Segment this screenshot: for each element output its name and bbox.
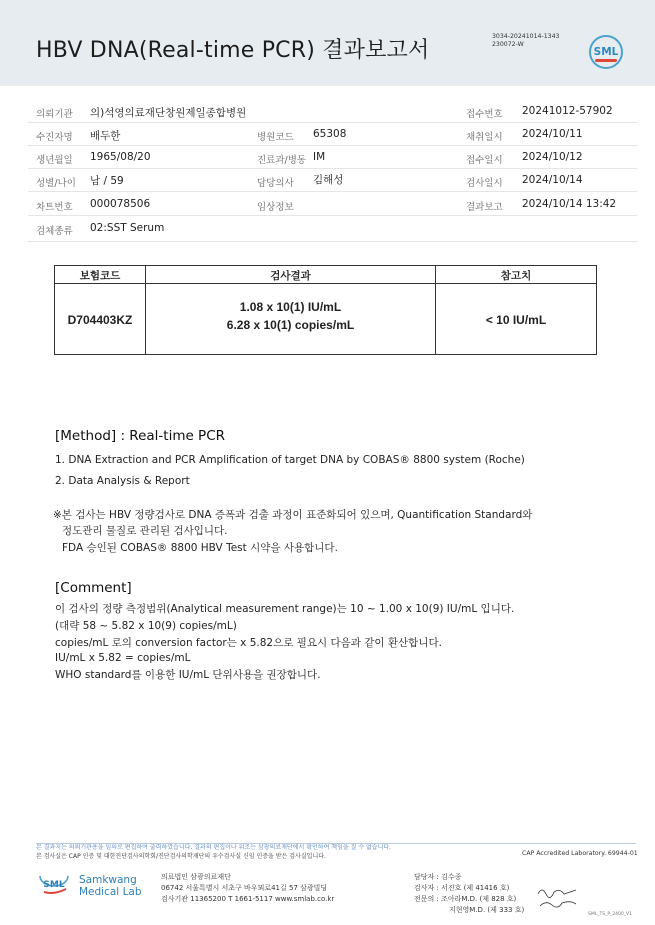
form-code: SML_TS_P_2400_V1 [588, 912, 632, 917]
reference-value: < 10 IU/mL [485, 313, 547, 327]
doctor-value: 김해성 [313, 174, 344, 186]
institution-label: 의뢰기관 [36, 109, 73, 120]
patient-label: 수진자명 [36, 132, 73, 143]
footer-divider [36, 843, 636, 844]
test-date-label: 검사일시 [466, 178, 503, 189]
receipt-no-value: 20241012-57902 [522, 105, 613, 117]
comment-line-5: WHO standard를 이용한 IU/mL 단위사용을 권장합니다. [55, 669, 321, 681]
document-id [492, 33, 559, 49]
insurance-code-value: D704403KZ [67, 313, 133, 327]
dob-label: 생년월일 [36, 155, 73, 166]
clinical-info-label: 임상정보 [257, 202, 294, 213]
method-note-1: ※본 검사는 HBV 정량검사로 DNA 증폭과 검출 과정이 표준화되어 있으며, Quantification Standard와 [53, 509, 533, 521]
footer-staff-3: 전문의 : 조아라M.D. (제 828 호) [414, 895, 517, 903]
info-row-sex-age [28, 169, 637, 192]
comment-line-3: copies/mL 로의 conversion factor는 x 5.82으로 필요시 다음과 같이 환산합니다. [55, 637, 442, 649]
info-row-dob [28, 146, 637, 169]
comment-line-2: (대략 58 ~ 5.82 x 10(9) copies/mL) [55, 620, 237, 632]
footer-staff-2: 검사자 : 서진호 (제 41416 호) [414, 884, 510, 892]
doctor-label: 담당의사 [257, 178, 294, 189]
sml-logo-text: SML [593, 46, 619, 58]
report-date-value: 2024/10/14 13:42 [522, 198, 617, 210]
samkwang-logo-icon [36, 872, 72, 896]
institution-value: 의)석영의료재단창원제일종합병원 [90, 107, 247, 119]
receipt-no-label: 접수번호 [466, 109, 503, 120]
dept-label: 진료과/병동 [257, 155, 307, 166]
comment-line-4: IU/mL x 5.82 = copies/mL [55, 652, 191, 664]
info-row-institution [28, 100, 637, 123]
sml-logo [589, 35, 623, 69]
footer-notice-1: 본 결과지는 의뢰기관용을 임의로 편집하여 출력하였습니다. 결과의 편집이나 위조는 삼광의료재단에서 확인하여 책임을 질 수 없습니다. [36, 844, 392, 851]
footer-staff-4: 지현영M.D. (제 333 호) [449, 906, 525, 914]
sex-age-label: 성별/나이 [36, 178, 76, 189]
report-header [0, 0, 655, 86]
signature-icon [536, 882, 584, 910]
brand-name-line2: Medical Lab [79, 886, 142, 898]
sex-age-value: 남 / 59 [90, 175, 124, 187]
chart-no-value: 000078506 [90, 198, 151, 210]
specimen-value: 02:SST Serum [90, 222, 165, 234]
hospital-code-label: 병원코드 [257, 132, 294, 143]
report-date-label: 결과보고 [466, 202, 503, 213]
comment-heading: [Comment] [55, 580, 132, 596]
report-title: HBV DNA(Real-time PCR) 결과보고서 [36, 38, 430, 63]
brand-name [79, 874, 142, 898]
test-date-value: 2024/10/14 [522, 174, 583, 186]
cap-accreditation: CAP Accredited Laboratory. 69944-01 [522, 850, 638, 857]
result-value-copies: 6.28 x 10(1) copies/mL [226, 318, 355, 332]
logo-swoosh-icon [595, 59, 617, 62]
result-value-iu: 1.08 x 10(1) IU/mL [239, 300, 342, 314]
comment-line-1: 이 검사의 정량 측정범위(Analytical measurement range)는 10 ~ 1.00 x 10(9) IU/mL 입니다. [55, 603, 515, 615]
dob-value: 1965/08/20 [90, 151, 151, 163]
footer-notice-2: 본 검사실은 CAP 인증 및 대한진단검사의학회/진단검사의학재단의 우수검사실 신임 인증을 받은 검사실입니다. [36, 853, 326, 860]
collect-date-label: 채취일시 [466, 132, 503, 143]
patient-value: 배두한 [90, 130, 121, 142]
info-row-patient [28, 123, 637, 146]
footer-org: 의료법인 삼광의료재단 [161, 873, 231, 881]
collect-date-value: 2024/10/11 [522, 128, 583, 140]
col-reference: 참고치 [500, 270, 532, 282]
result-table [54, 265, 597, 355]
document-id-line2: 230072-W [492, 41, 524, 48]
method-step-1: 1. DNA Extraction and PCR Amplification of target DNA by COBAS® 8800 system (Roche) [55, 454, 525, 466]
dept-value: IM [313, 151, 326, 163]
hospital-code-value: 65308 [313, 128, 347, 140]
samkwang-logo [36, 872, 72, 896]
chart-no-label: 차트번호 [36, 202, 73, 213]
method-step-2: 2. Data Analysis & Report [55, 475, 190, 487]
footer-contact: 검사기관 11365200 T 1661-5117 www.smlab.co.kr [161, 895, 335, 903]
method-heading: [Method] : Real-time PCR [55, 428, 226, 444]
info-row-chart [28, 193, 637, 216]
samkwang-logo-text: SML [43, 880, 65, 890]
method-note-3: FDA 승인된 COBAS® 8800 HBV Test 시약을 사용합니다. [62, 542, 338, 554]
document-id-line1: 3034-20241014-1343 [492, 33, 560, 40]
method-note-2: 정도관리 물질로 관리된 검사입니다. [62, 525, 228, 537]
brand-name-line1: Samkwang [79, 874, 137, 886]
info-row-specimen [28, 217, 637, 242]
footer-staff-1: 담당자 : 김수종 [414, 873, 462, 881]
specimen-label: 검체종류 [36, 226, 73, 237]
col-test-result: 검사결과 [270, 270, 311, 282]
col-insurance-code: 보험코드 [79, 270, 121, 282]
receive-date-value: 2024/10/12 [522, 151, 583, 163]
receive-date-label: 접수일시 [466, 155, 503, 166]
footer-address: 06742 서울특별시 서초구 바우뫼로41길 57 삼광빌딩 [161, 884, 328, 892]
